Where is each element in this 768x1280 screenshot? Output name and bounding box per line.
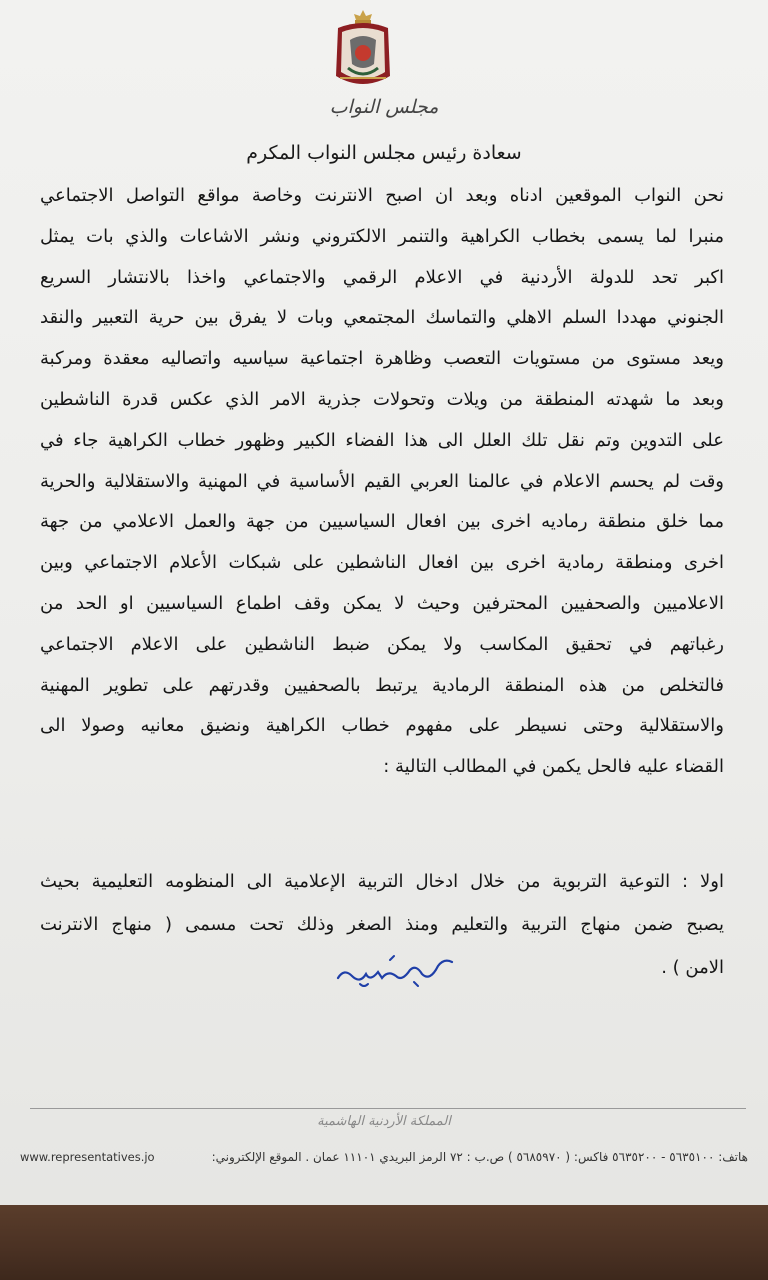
- body-line: والاستقلالية وحتى نسيطر على مفهوم خطاب الكراهية ونضيق معانيه وصولا الى: [40, 715, 724, 737]
- body-line: مما خلق منطقة رماديه اخرى بين افعال السياسيين من جهة والعمل الاعلامي من جهة: [40, 511, 724, 533]
- body-line: فالتخلص من هذه المنطقة الرمادية يرتبط بالصحفيين وقدرتهم على تطوير المهنية: [40, 674, 724, 696]
- salutation: سعادة رئيس مجلس النواب المكرم: [246, 142, 522, 164]
- footer-contact-details: هاتف: ٥٦٣٥١٠٠ - ٥٦٣٥٢٠٠ فاكس: ( ٥٦٨٥٩٧٠ ) ص.ب : ٧٢ الرمز البريدي ١١١٠١ عمان . الموقع الإلكتروني:: [211, 1150, 748, 1164]
- table-surface: [0, 1205, 768, 1280]
- body-line: الاعلاميين والصحفيين المحترفين وحيث لا يمكن وقف اطماع السياسيين او الحد من: [40, 592, 724, 614]
- body-line: رغباتهم في تحقيق المكاسب ولا يمكن ضبط الناشطين على الاعلام الاجتماعي: [40, 633, 724, 655]
- point-line: اولا : التوعية التربوية من خلال ادخال التربية الإعلامية الى المنظومه التعليمية بحيث: [40, 871, 724, 892]
- body-line: الجنوني مهددا السلم الاهلي والتماسك المجتمعي وبات لا يفرق بين حرية التعبير والنقد: [40, 307, 724, 329]
- body-line: نحن النواب الموقعين ادناه وبعد ان اصبح الانترنت وخاصة مواقع التواصل الاجتماعي: [40, 185, 724, 206]
- body-line: اخرى ومنطقة رمادية اخرى بين افعال الناشطين على شبكات الأعلام الاجتماعي وبين: [40, 552, 724, 574]
- jordan-coat-of-arms-icon: [328, 6, 398, 94]
- footer-divider: [30, 1108, 746, 1109]
- handwritten-signature: [330, 948, 460, 992]
- point-line: يصبح ضمن منهاج التربية والتعليم ومنذ الصغر وذلك تحت مسمى ( منهاج الانترنت: [40, 914, 724, 935]
- body-line: القضاء عليه فالحل يكمن في المطالب التالية :: [383, 756, 724, 778]
- footer-contact: [20, 1150, 748, 1164]
- body-line: منبرا لما يسمى بخطاب الكراهية والتنمر الالكتروني ونشر الاشاعات والذي بات يمثل: [40, 225, 724, 247]
- footer-emblem-text: المملكة الأردنية الهاشمية: [317, 1114, 451, 1129]
- body-line: على التدوين وتم نقل تلك العلل الى هذا الفضاء الكبير وظهور خطاب الكراهية جاء في: [40, 429, 724, 451]
- letter-body: [40, 176, 724, 788]
- footer-website: www.representatives.jo: [20, 1150, 155, 1164]
- body-line: وقت لم يحسم الاعلام في عالمنا العربي القيم الأساسية في المهنية والاستقلالية والحرية: [40, 470, 724, 492]
- council-name-calligraphy: مجلس النواب: [329, 96, 439, 118]
- point-line: الامن ) .: [661, 957, 724, 978]
- body-line: وبعد ما شهدته المنطقة من ويلات وتحولات جذرية الامر الذي عكس قدرة الناشطين: [40, 388, 724, 410]
- body-line: ويعد مستوى من مستويات التعصب وظاهرة اجتماعية سياسيه واتصاليه معقدة ومركبة: [40, 348, 724, 370]
- body-line: اكبر تحد للدولة الأردنية في الاعلام الرقمي والاجتماعي واخذا بالانتشار السريع: [40, 266, 724, 288]
